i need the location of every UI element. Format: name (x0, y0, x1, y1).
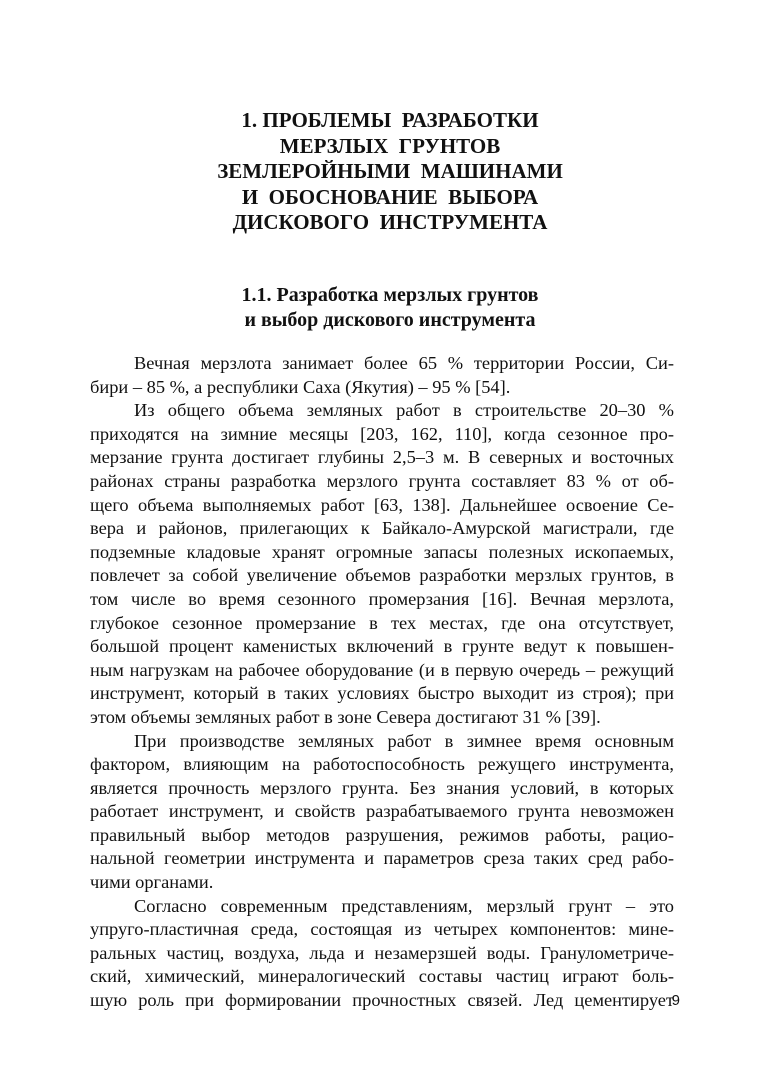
text-line: Вечная мерзлота занимает более 65 % территории России, Си- (134, 353, 674, 373)
text-line: Из общего объема земляных работ в строительстве 20–30 % (134, 400, 674, 421)
text-line: глубокое сезонное промерзание в тех местах, где она отсутствует, (90, 612, 674, 633)
chapter-title-line: ЗЕМЛЕРОЙНЫМИ МАШИНАМИ (217, 159, 563, 183)
text-line: ский, химический, минералогический составы частиц играют боль- (90, 966, 674, 987)
text-line: подземные кладовые хранят огромные запасы полезных ископаемых, (90, 541, 674, 562)
chapter-title-line: МЕРЗЛЫХ ГРУНТОВ (279, 133, 501, 158)
text-line: работает инструмент, и свойств разрабатываемого грунта невозможен (90, 801, 674, 822)
text-line: мерзание грунта достигает глубины 2,5–3 м. В северных и восточных (90, 447, 674, 468)
text-line: фактором, влияющим на работоспособность режущего инструмента, (90, 754, 674, 775)
section-title-line: 1.1. Разработка мерзлых грунтов (241, 284, 539, 306)
text-line: вера и районов, прилегающих к Байкало-Амурской магистрали, где (90, 518, 674, 539)
text-line: этом объемы земляных работ в зоне Севера достигают 31 % [39]. (90, 706, 601, 727)
text-line: приходятся на зимние месяцы [203, 162, 110], когда сезонное про- (90, 423, 674, 444)
text-line: большой процент каменистых включений в грунте ведут к повышен- (90, 636, 674, 657)
section-title-line: и выбор дискового инструмента (244, 309, 536, 331)
text-line: щего объема выполняемых работ [63, 138]. Дальнейшее освоение Се- (90, 494, 674, 515)
page-number: 9 (671, 992, 680, 1009)
chapter-title-line: И ОБОСНОВАНИЕ ВЫБОРА (241, 184, 539, 209)
text-line: районах страны разработка мерзлого грунта составляет 83 % от об- (90, 470, 674, 491)
text-line: ральных частиц, воздуха, льда и незамерзшей воды. Гранулометриче- (90, 942, 674, 963)
text-line: нальной геометрии инструмента и параметров среза таких сред рабо- (90, 848, 674, 869)
text-line: бири – 85 %, а республики Саха (Якутия) – 95 % [54]. (90, 376, 511, 397)
text-line: Согласно современным представлениям, мерзлый грунт – это (134, 895, 674, 916)
section-title (90, 283, 690, 333)
body-text (90, 352, 674, 1013)
text-line: ным нагрузкам на рабочее оборудование (и в первую очередь – режущий (90, 659, 674, 680)
text-line: чими органами. (90, 872, 214, 893)
text-line: является прочность мерзлого грунта. Без знания условий, в которых (90, 777, 674, 798)
text-line: упруго-пластичная среда, состоящая из четырех компонентов: мине- (90, 919, 674, 940)
text-line: повлечет за собой увеличение объемов разработки мерзлых грунтов, в (90, 565, 674, 586)
text-line: При производстве земляных работ в зимнее время основным (134, 730, 674, 751)
text-line: том числе во время сезонного промерзания [16]. Вечная мерзлота, (90, 588, 674, 609)
chapter-title (90, 108, 690, 236)
text-line: правильный выбор методов разрушения, режимов работы, рацио- (90, 824, 674, 845)
chapter-title-line: ДИСКОВОГО ИНСТРУМЕНТА (232, 210, 548, 234)
text-line: шую роль при формировании прочностных связей. Лед цементирует (90, 990, 674, 1011)
text-line: инструмент, который в таких условиях быстро выходит из строя); при (90, 683, 674, 704)
chapter-title-line: 1. ПРОБЛЕМЫ РАЗРАБОТКИ (241, 108, 539, 132)
